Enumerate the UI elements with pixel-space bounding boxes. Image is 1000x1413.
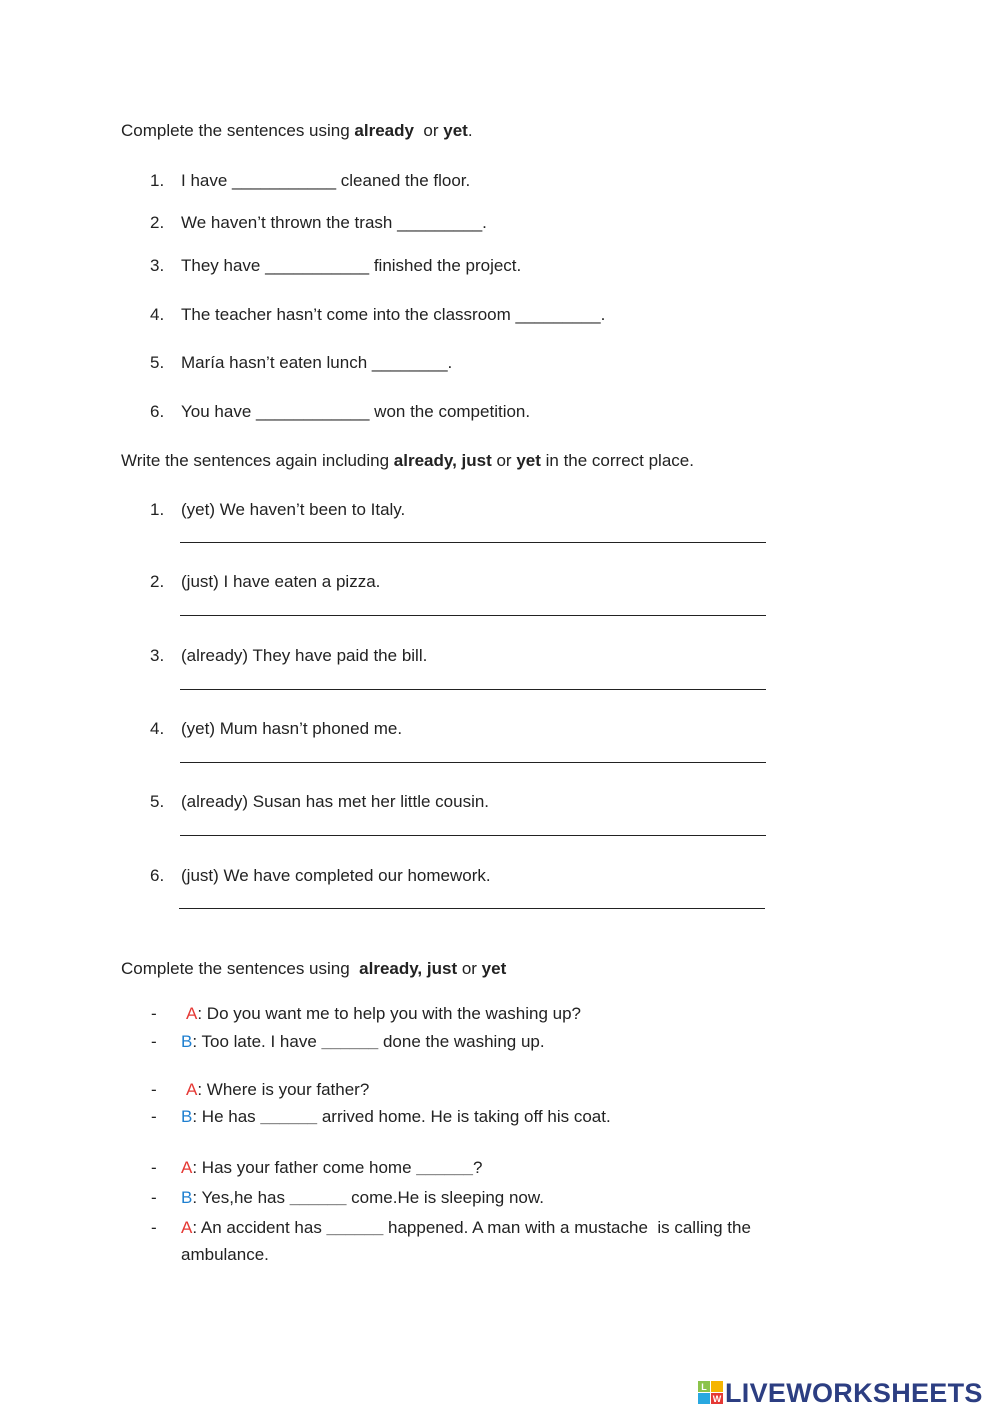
blank[interactable]: ______ [326, 1218, 384, 1237]
blank[interactable]: ______ [289, 1188, 347, 1207]
blank[interactable]: ______ [416, 1158, 474, 1177]
logo-tiles-icon [698, 1381, 724, 1405]
answer-line[interactable] [179, 908, 765, 909]
blank[interactable]: ______ [321, 1032, 379, 1051]
answer-line[interactable] [180, 762, 766, 763]
speaker-b: B [181, 1188, 193, 1207]
liveworksheets-logo [698, 1378, 983, 1408]
answer-line[interactable] [180, 542, 766, 543]
svg-text:L: L [701, 1382, 707, 1392]
answer-line[interactable] [180, 615, 766, 616]
svg-text:W: W [712, 1394, 722, 1404]
speaker-b: B [181, 1107, 193, 1126]
speaker-a: A [181, 1158, 193, 1177]
speaker-b: B [181, 1032, 193, 1051]
answer-line[interactable] [180, 835, 766, 836]
section3-instruction: Complete the sentences using already, just or yet [121, 959, 507, 978]
logo-text: LIVEWORKSHEETS [725, 1378, 983, 1408]
answer-line[interactable] [180, 689, 766, 690]
speaker-a: A [186, 1004, 198, 1023]
blank[interactable]: ______ [260, 1107, 318, 1126]
section1-instruction: Complete the sentences using already or yet. [121, 121, 473, 140]
speaker-a: A [186, 1080, 198, 1099]
section2-instruction: Write the sentences again including already, just or yet in the correct place. [121, 451, 694, 470]
speaker-a: A [181, 1218, 193, 1237]
dialogue-continuation: ambulance. [181, 1245, 269, 1264]
